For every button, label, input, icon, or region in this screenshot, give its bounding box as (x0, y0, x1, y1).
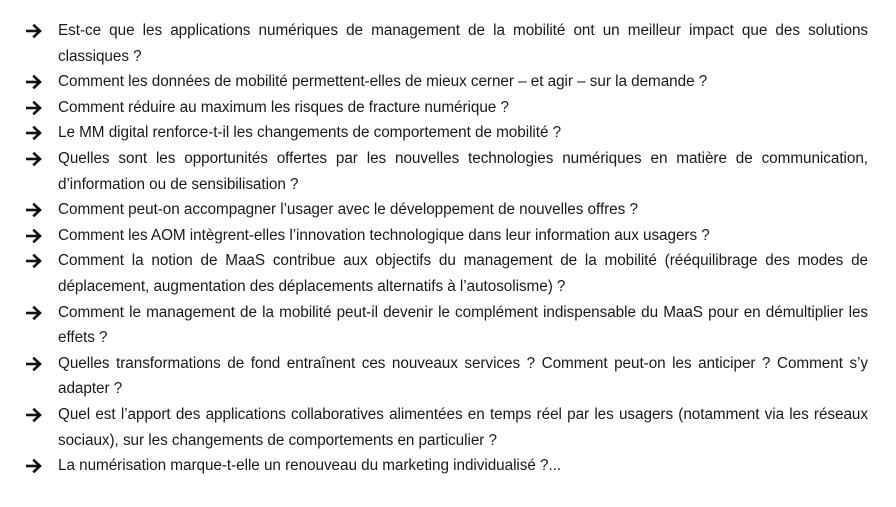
list-item (26, 453, 868, 479)
list-item (26, 120, 868, 146)
list-item (26, 95, 868, 121)
list-item-text: Comment réduire au maximum les risques de fracture numérique ? (58, 98, 509, 116)
list-item-text: Le MM digital renforce-t-il les changements de comportement de mobilité ? (58, 124, 562, 142)
list-item-text: Comment les AOM intègrent-elles l’innovation technologique dans leur information aux usagers ? (58, 226, 710, 244)
right-arrow-icon (26, 74, 42, 90)
list-item-text: Comment les données de mobilité permettent-elles de mieux cerner – et agir – sur la demande ? (58, 73, 708, 91)
list-item (26, 223, 868, 249)
question-list (26, 18, 868, 479)
right-arrow-icon (26, 458, 42, 474)
right-arrow-icon (26, 202, 42, 218)
list-item (26, 69, 868, 95)
right-arrow-icon (26, 151, 42, 167)
right-arrow-icon (26, 23, 42, 39)
right-arrow-icon (26, 356, 42, 372)
right-arrow-icon (26, 253, 42, 269)
list-item (26, 351, 868, 402)
list-item-text: Quel est l’apport des applications collaboratives alimentées en temps réel par les usagers (notamment via les réseaux sociaux), sur les changements de comportements en particulier ? (58, 405, 868, 449)
list-item (26, 146, 868, 197)
list-item (26, 248, 868, 299)
right-arrow-icon (26, 228, 42, 244)
list-item-text: Comment la notion de MaaS contribue aux objectifs du management de la mobilité (rééquilibrage des modes de déplacement, augmentation des déplacements alternatifs à l’autosolisme) ? (58, 252, 868, 295)
list-item-text: Quelles sont les opportunités offertes par les nouvelles technologies numériques en matière de communication, d’information ou de sensibilisation ? (58, 149, 868, 193)
list-item (26, 18, 868, 69)
list-item (26, 197, 868, 223)
list-item-text: Est-ce que les applications numériques de management de la mobilité ont un meilleur impact que des solutions classiques ? (58, 22, 868, 65)
right-arrow-icon (26, 100, 42, 116)
right-arrow-icon (26, 407, 42, 423)
right-arrow-icon (26, 305, 42, 321)
list-item-text: Comment peut-on accompagner l’usager avec le développement de nouvelles offres ? (58, 201, 638, 219)
list-item-text: La numérisation marque-t-elle un renouveau du marketing individualisé ?... (58, 457, 562, 475)
list-item (26, 402, 868, 453)
list-item-text: Comment le management de la mobilité peut-il devenir le complément indispensable du MaaS pour en démultiplier les effets ? (58, 303, 868, 347)
right-arrow-icon (26, 125, 42, 141)
list-item-text: Quelles transformations de fond entraînent ces nouveaux services ? Comment peut-on les anticiper ? Comment s’y adapter ? (58, 354, 868, 398)
list-item (26, 300, 868, 351)
